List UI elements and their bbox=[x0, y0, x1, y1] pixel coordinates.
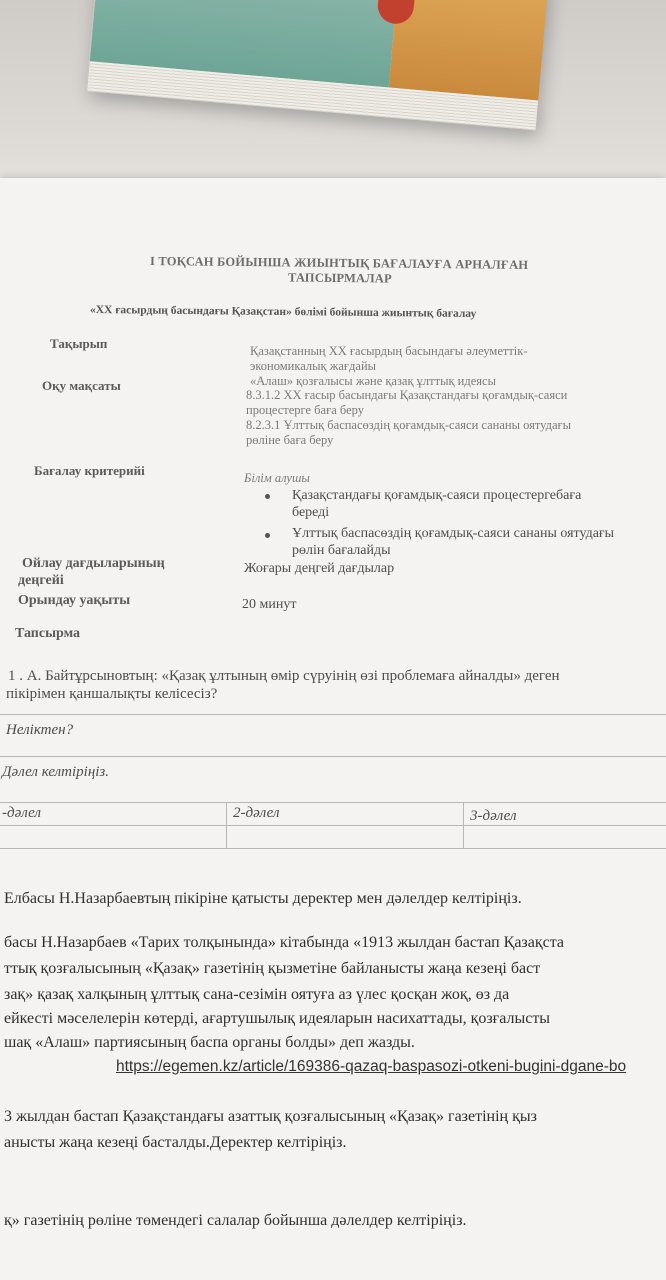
goal-line1: 8.3.1.2 XX ғасыр басындағы Қазақстандағы қоғамдық-саяси bbox=[246, 388, 568, 402]
quote-line2: ттық қозғалысының «Қазақ» газетінің қызметіне байланысты жаңа кезеңі баст bbox=[4, 960, 541, 977]
task-heading: Тапсырма bbox=[15, 626, 81, 641]
why-prompt: Неліктен? bbox=[6, 722, 74, 738]
skills-value: Жоғары деңгей дағдылар bbox=[244, 561, 395, 576]
topic-value-line2: экономикалық жағдайы bbox=[250, 359, 377, 373]
table-border-mid bbox=[0, 825, 666, 826]
goal-line3: 8.2.3.1 Ұлттық баспасөздің қоғамдық-саяси сананы оятудағы bbox=[246, 418, 572, 432]
instruction-2: Елбасы Н.Назарбаевтың пікіріне қатысты деректер мен дәлелдер келтіріңіз. bbox=[4, 890, 522, 907]
question-1-line2: пікірімен қаншалықты келісесіз? bbox=[6, 686, 218, 702]
criteria-2-line1: Ұлттық баспасөздің қоғамдық-саяси сананы оятудағы bbox=[292, 526, 615, 541]
argument-header-3: 3-дәлел bbox=[470, 808, 517, 824]
quote-line4: ейкесті мәселелерін көтерді, ағартушылық идеяларын насихаттады, қозғалысты bbox=[4, 1010, 551, 1027]
goal-line2: процестерге баға беру bbox=[246, 403, 364, 417]
table-divider bbox=[463, 802, 464, 848]
time-label: Орындау уақыты bbox=[18, 593, 131, 608]
topic-value-line1: Қазақстанның XX ғасырдың басындағы әлеуметтік- bbox=[250, 344, 528, 358]
argument-header-2: 2-дәлел bbox=[233, 805, 280, 821]
topic-value-line3: «Алаш» қозғалысы және қазақ ұлттық идеясы bbox=[250, 374, 496, 388]
task-3-line1: 3 жылдан бастап Қазақстандағы азаттық қозғалысының «Қазақ» газетінің қыз bbox=[4, 1108, 537, 1125]
bullet-icon bbox=[265, 494, 270, 499]
criteria-1-line1: Қазақстандағы қоғамдық-саяси процестергебаға bbox=[292, 488, 582, 503]
criteria-head: Білім алушы bbox=[244, 471, 310, 485]
page-title-line1: І ТОҚСАН БОЙЫНША ЖИЫНТЫҚ БАҒАЛАУҒА АРНАЛҒАН bbox=[149, 254, 529, 272]
quote-line5: шақ «Алаш» партиясының баспа органы болды» деп жазды. bbox=[4, 1034, 415, 1051]
quote-line1: басы Н.Назарбаев «Тарих толқынында» кітабында «1913 жылдан бастап Қазақста bbox=[4, 934, 564, 951]
page-title-line2: ТАПСЫРМАЛАР bbox=[287, 270, 392, 286]
task-4: қ» газетінің рөліне төмендегі салалар бойынша дәлелдер келтіріңіз. bbox=[4, 1212, 467, 1229]
argument-header-1: -дәлел bbox=[2, 805, 41, 821]
answer-line bbox=[0, 756, 666, 757]
section-subtitle: «XX ғасырдың басындағы Қазақстан» бөлімі бойынша жиынтық бағалау bbox=[89, 303, 477, 321]
criteria-2-line2: рөлін бағалайды bbox=[292, 543, 391, 558]
topic-label: Тақырып bbox=[50, 336, 108, 351]
quote-line3: зақ» қазақ халқының ұлттық сана-сезімін оятуға аз үлес қосқан жоқ, өз да bbox=[4, 986, 510, 1003]
bullet-icon bbox=[265, 533, 270, 538]
criteria-1-line2: береді bbox=[292, 505, 330, 520]
question-1-line1: 1 . А. Байтұрсыновтың: «Қазақ ұлтының өмір сүруінің өзі проблемаға айналды» деген bbox=[8, 668, 560, 684]
answer-line bbox=[0, 714, 666, 715]
table-divider bbox=[226, 802, 227, 848]
source-link[interactable]: https://egemen.kz/article/169386-qazaq-baspasozi-otkeni-bugini-dgane-bo bbox=[116, 1058, 627, 1075]
goal-line4: рөліне баға беру bbox=[246, 433, 334, 447]
book-cover-orange bbox=[389, 0, 549, 101]
worksheet-paper bbox=[0, 178, 666, 1280]
table-border-top bbox=[0, 802, 666, 803]
task-3-line2: анысты жаңа кезеңі басталды.Деректер келтіріңіз. bbox=[4, 1134, 347, 1151]
skills-label-line2: деңгейі bbox=[18, 573, 64, 588]
table-border-bottom bbox=[0, 848, 666, 849]
time-value: 20 минут bbox=[242, 597, 297, 612]
criteria-label: Бағалау критерийі bbox=[34, 463, 145, 478]
goal-label: Оқу мақсаты bbox=[42, 378, 121, 393]
prove-prompt: Дәлел келтіріңіз. bbox=[2, 764, 110, 780]
skills-label-line1: Ойлау дағдыларының bbox=[22, 556, 165, 571]
